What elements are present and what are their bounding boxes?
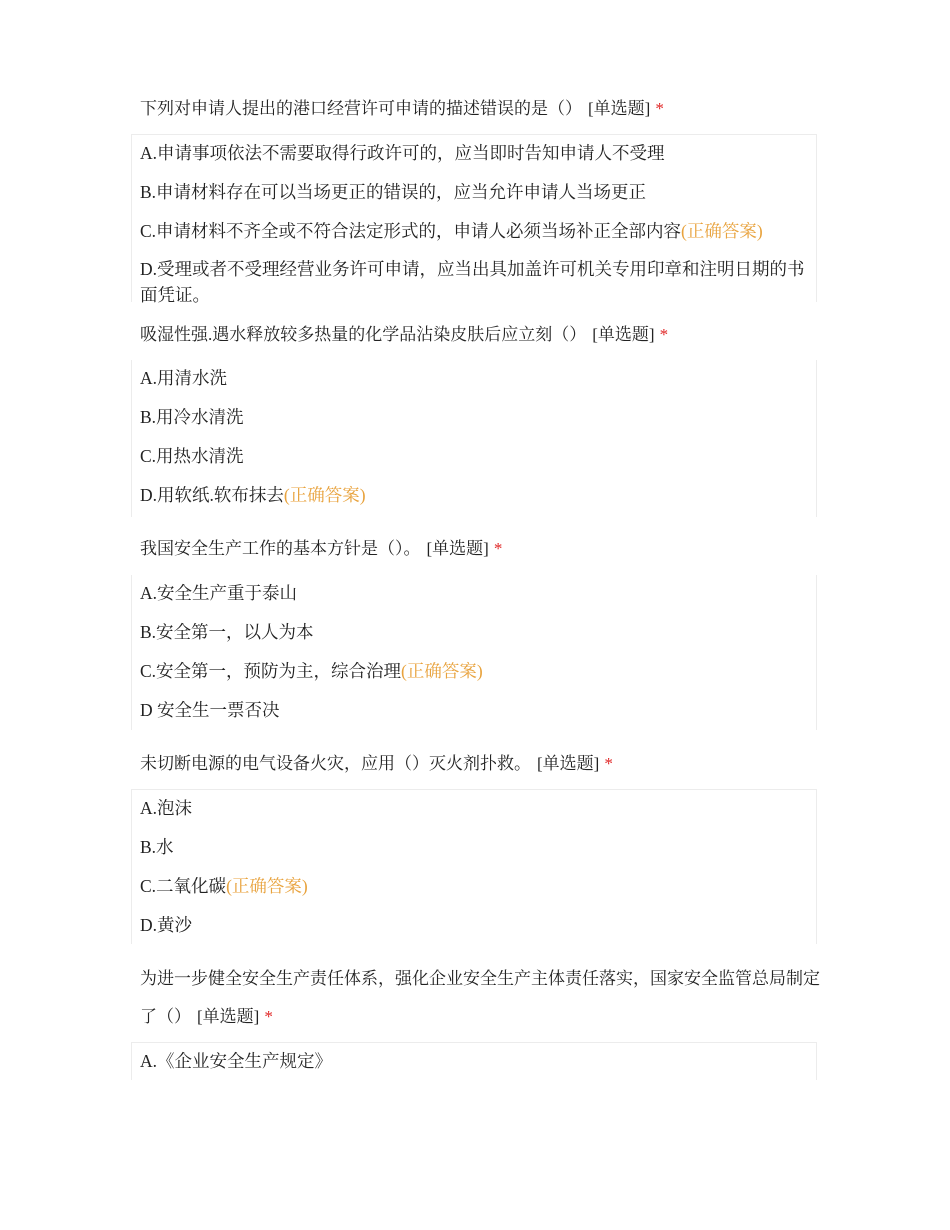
option-item[interactable]: C.用热水清洗 [140,446,244,466]
option-item[interactable]: C.安全第一，预防为主，综合治理(正确答案) [140,661,483,681]
question-text: 吸湿性强.遇水释放较多热量的化学品沾染皮肤后应立刻（） [140,325,587,344]
question-text: 我国安全生产工作的基本方针是（）。 [140,539,421,558]
question-text: 为进一步健全安全生产责任体系，强化企业安全生产主体责任落实，国家安全监管总局制定了（） [140,969,820,1026]
required-marker: * [604,754,613,773]
correct-answer-marker: (正确答案) [226,876,308,896]
required-marker: * [659,325,669,344]
required-marker: * [493,539,503,558]
option-item[interactable]: B.安全第一，以人为本 [140,622,314,642]
option-item[interactable]: A.《企业安全生产规定》 [140,1051,333,1071]
correct-answer-marker: (正确答案) [401,661,483,681]
option-item[interactable]: D.用软纸.软布抹去(正确答案) [140,485,366,505]
option-item[interactable]: C.申请材料不齐全或不符合法定形式的，申请人必须当场补正全部内容(正确答案) [140,221,763,241]
question-type-tag: [单选题] [197,1007,260,1026]
question-text: 未切断电源的电气设备火灾，应用（）灭火剂扑救。 [140,754,531,773]
question-type-tag: [单选题] [426,539,489,558]
question-3-options [131,575,817,730]
question-1-title [140,91,820,127]
question-text: 下列对申请人提出的港口经营许可申请的描述错误的是（） [140,99,582,118]
correct-answer-marker: (正确答案) [283,485,366,505]
option-item[interactable]: D.黄沙 [140,915,193,935]
option-item[interactable]: A.用清水洗 [140,368,228,388]
correct-answer-marker: (正确答案) [681,221,763,241]
question-4-options [131,789,817,944]
question-type-tag: [单选题] [537,754,600,773]
option-item[interactable]: B.用冷水清洗 [140,407,244,427]
option-item[interactable]: D 安全生一票否决 [140,700,280,720]
question-1-options [131,134,817,305]
option-item[interactable]: B.水 [140,837,174,857]
question-2-options [131,360,817,517]
question-5-title [140,960,820,1036]
option-item[interactable]: A.申请事项依法不需要取得行政许可的，应当即时告知申请人不受理 [140,143,665,163]
question-type-tag: [单选题] [588,99,651,118]
question-4-title [140,746,820,782]
question-2-title [140,317,820,353]
question-type-tag: [单选题] [592,325,655,344]
question-3-title [140,531,820,567]
required-marker: * [655,99,664,118]
option-item[interactable]: A.泡沫 [140,798,193,818]
option-item[interactable]: B.申请材料存在可以当场更正的错误的，应当允许申请人当场更正 [140,182,647,202]
option-item[interactable]: C.二氧化碳(正确答案) [140,876,308,896]
option-item[interactable]: D.受理或者不受理经营业务许可申请，应当出具加盖许可机关专用印章和注明日期的书面凭证。 [140,259,805,305]
required-marker: * [264,1007,273,1026]
option-item[interactable]: A.安全生产重于泰山 [140,583,298,603]
question-5-options [131,1042,817,1080]
